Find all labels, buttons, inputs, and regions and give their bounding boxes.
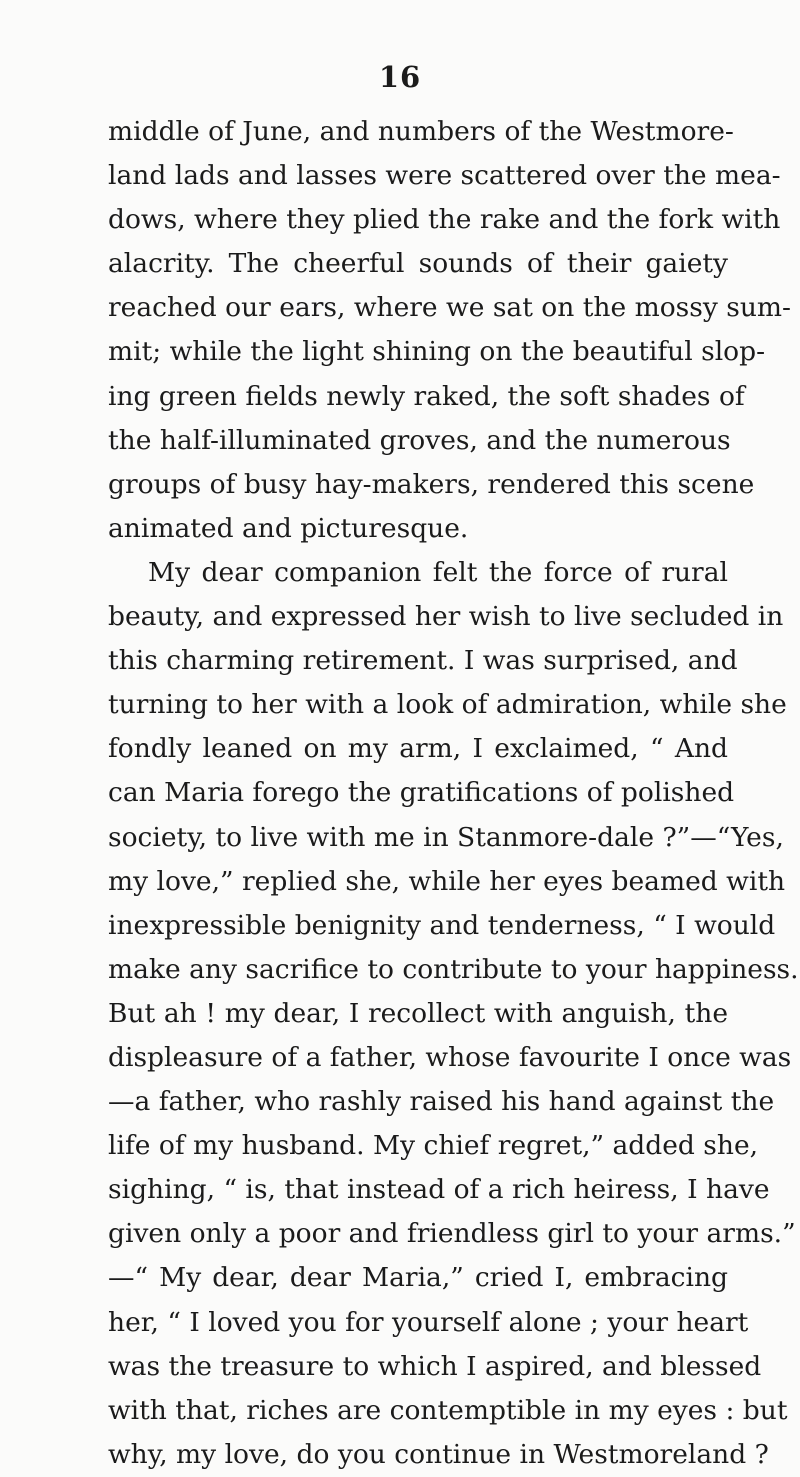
- text-line: ing green fields newly raked, the soft shades of: [108, 380, 745, 412]
- text-line: this charming retirement. I was surprised, and: [108, 645, 738, 677]
- text-line: —“ My dear, dear Maria,” cried I, embracing: [108, 1262, 728, 1294]
- text-line: life of my husband. My chief regret,” added she,: [108, 1130, 759, 1162]
- text-line: with that, riches are contemptible in my eyes : but: [108, 1394, 788, 1426]
- text-line: make any sacrifice to contribute to your happiness.: [108, 953, 799, 985]
- text-line: land lads and lasses were scattered over the mea-: [108, 160, 781, 192]
- text-line: society, to live with me in Stanmore-dale ?”—“Yes,: [108, 821, 784, 853]
- text-line: animated and picturesque.: [108, 512, 469, 544]
- body-text: [108, 110, 799, 1477]
- text-line: reached our ears, where we sat on the mossy sum-: [108, 292, 791, 324]
- text-line: dows, where they plied the rake and the fork with: [108, 204, 781, 236]
- text-line: why, my love, do you continue in Westmoreland ?: [108, 1438, 769, 1470]
- text-line: displeasure of a father, whose favourite I once was: [108, 1041, 792, 1073]
- text-line: —a father, who rashly raised his hand against the: [108, 1086, 775, 1118]
- text-line: groups of busy hay-makers, rendered this scene: [108, 468, 755, 500]
- text-line: middle of June, and numbers of the Westmore-: [108, 116, 734, 147]
- text-line: sighing, “ is, that instead of a rich heiress, I have: [108, 1174, 770, 1206]
- text-line: fondly leaned on my arm, I exclaimed, “ And: [108, 733, 728, 765]
- text-line: my love,” replied she, while her eyes beamed with: [108, 865, 786, 897]
- text-line: alacrity. The cheerful sounds of their gaiety: [108, 248, 728, 280]
- text-line: can Maria forego the gratifications of polished: [108, 777, 735, 809]
- text-line: her, “ I loved you for yourself alone ; your heart: [108, 1306, 749, 1338]
- text-line: given only a poor and friendless girl to your arms.”: [108, 1218, 796, 1250]
- text-line: beauty, and expressed her wish to live secluded in: [108, 601, 784, 633]
- text-line: was the treasure to which I aspired, and blessed: [108, 1350, 762, 1382]
- text-line: But ah ! my dear, I recollect with anguish, the: [108, 997, 728, 1029]
- text-line: mit; while the light shining on the beautiful slop-: [108, 336, 766, 368]
- text-line: turning to her with a look of admiration, while she: [108, 689, 787, 721]
- text-line: My dear companion felt the force of rural: [148, 556, 728, 588]
- text-line: the half-illuminated groves, and the numerous: [108, 424, 731, 456]
- page-number: 16: [378, 60, 422, 94]
- text-line: inexpressible benignity and tenderness, “ I would: [108, 909, 776, 941]
